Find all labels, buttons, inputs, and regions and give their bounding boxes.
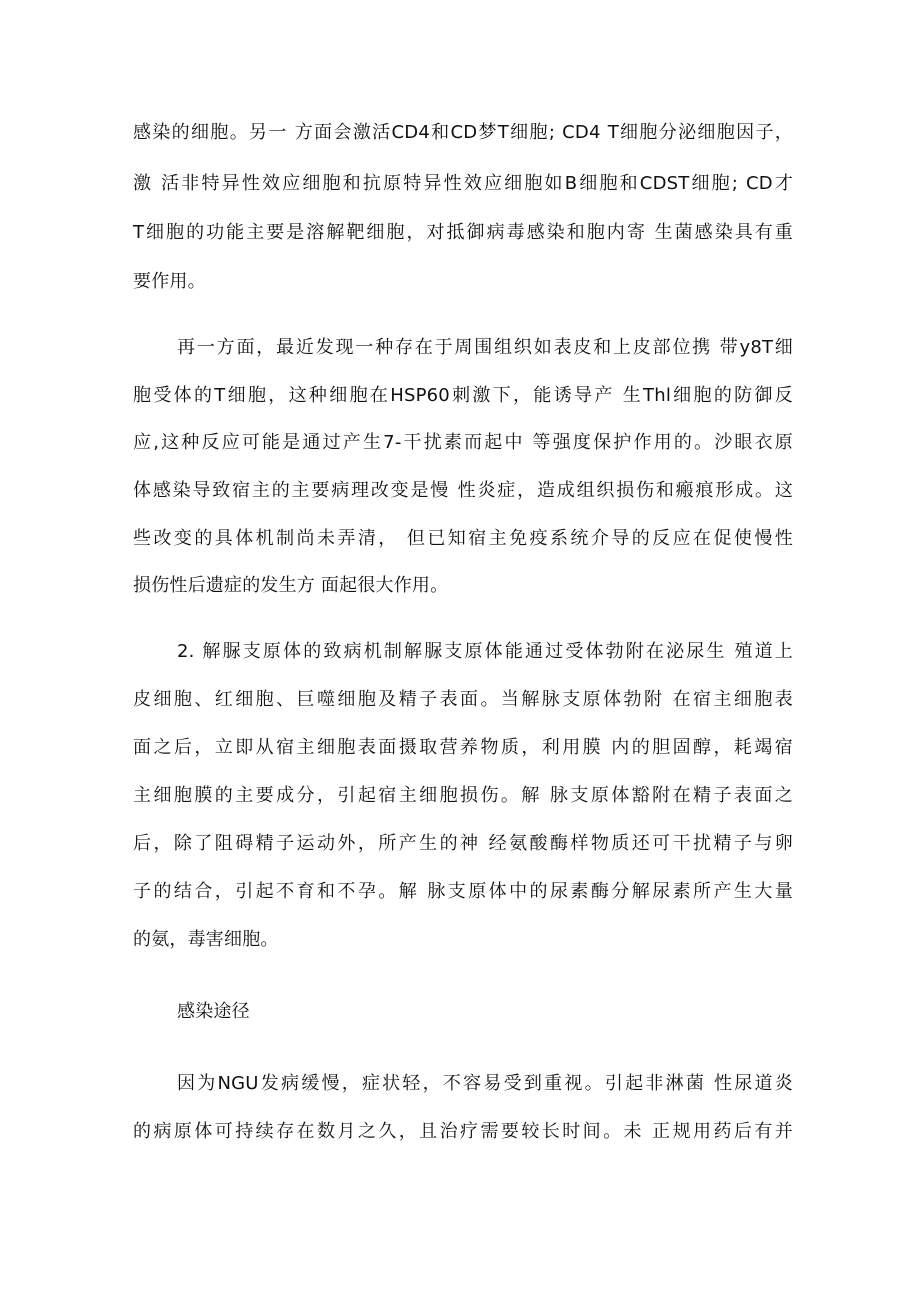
paragraph-2-line-5: 些改变的具体机制尚未弄清， 但已知宿主免疫系统介导的反应在促使慢性 — [133, 528, 793, 549]
paragraph-2-line-4: 体感染导致宿主的主要病理改变是慢 性炎症，造成组织损伤和瘢痕形成。这 — [133, 480, 793, 501]
paragraph-2-line-1: 再一方面，最近发现一种存在于周围组织如表皮和上皮部位携 带y8T细 — [177, 337, 793, 358]
paragraph-2-line-3: 应,这种反应可能是通过产生7-干扰素而起中 等强度保护作用的。沙眼衣原 — [133, 432, 793, 453]
paragraph-1-line-2: 激 活非特异性效应细胞和抗原特异性效应细胞如B细胞和CDST细胞; CD才 — [133, 173, 793, 194]
paragraph-1-line-3: T细胞的功能主要是溶解靶细胞，对抵御病毒感染和胞内寄 生菌感染具有重 — [133, 222, 793, 243]
paragraph-3-line-6: 子的结合，引起不育和不孕。解 脉支原体中的尿素酶分解尿素所产生大量 — [133, 881, 793, 902]
paragraph-2-line-6: 损伤性后遗症的发生方 面起很大作用。 — [133, 575, 449, 596]
paragraph-3-line-4: 主细胞膜的主要成分，引起宿主细胞损伤。解 脉支原体豁附在精子表面之 — [133, 785, 793, 806]
paragraph-5-line-1: 因为NGU发病缓慢，症状轻，不容易受到重视。引起非淋菌 性尿道炎 — [177, 1073, 793, 1094]
paragraph-3-line-5: 后，除了阻碍精子运动外，所产生的神 经氨酸酶样物质还可干扰精子与卵 — [133, 833, 793, 854]
paragraph-2-line-2: 胞受体的T细胞，这种细胞在HSP60刺激下，能诱导产 生Thl细胞的防御反 — [133, 385, 793, 406]
paragraph-3-line-2: 皮细胞、红细胞、巨噬细胞及精子表面。当解脉支原体勃附 在宿主细胞表 — [133, 689, 793, 710]
paragraph-1-line-4: 要作用。 — [133, 271, 206, 292]
paragraph-5-line-2: 的病原体可持续存在数月之久，且治疗需要较长时间。未 正规用药后有并 — [133, 1121, 793, 1142]
paragraph-1-line-1: 感染的细胞。另一 方面会激活CD4和CD梦T细胞; CD4 T细胞分泌细胞因子， — [133, 122, 793, 143]
paragraph-3-line-3: 面之后，立即从宿主细胞表面摄取营养物质，利用膜 内的胆固醇，耗竭宿 — [133, 737, 793, 758]
paragraph-3-line-7: 的氨，毒害细胞。 — [133, 929, 279, 950]
paragraph-3-line-1: 2. 解脲支原体的致病机制解脲支原体能通过受体勃附在泌尿生 殖道上 — [177, 641, 793, 662]
section-heading: 感染途径 — [177, 1001, 250, 1022]
